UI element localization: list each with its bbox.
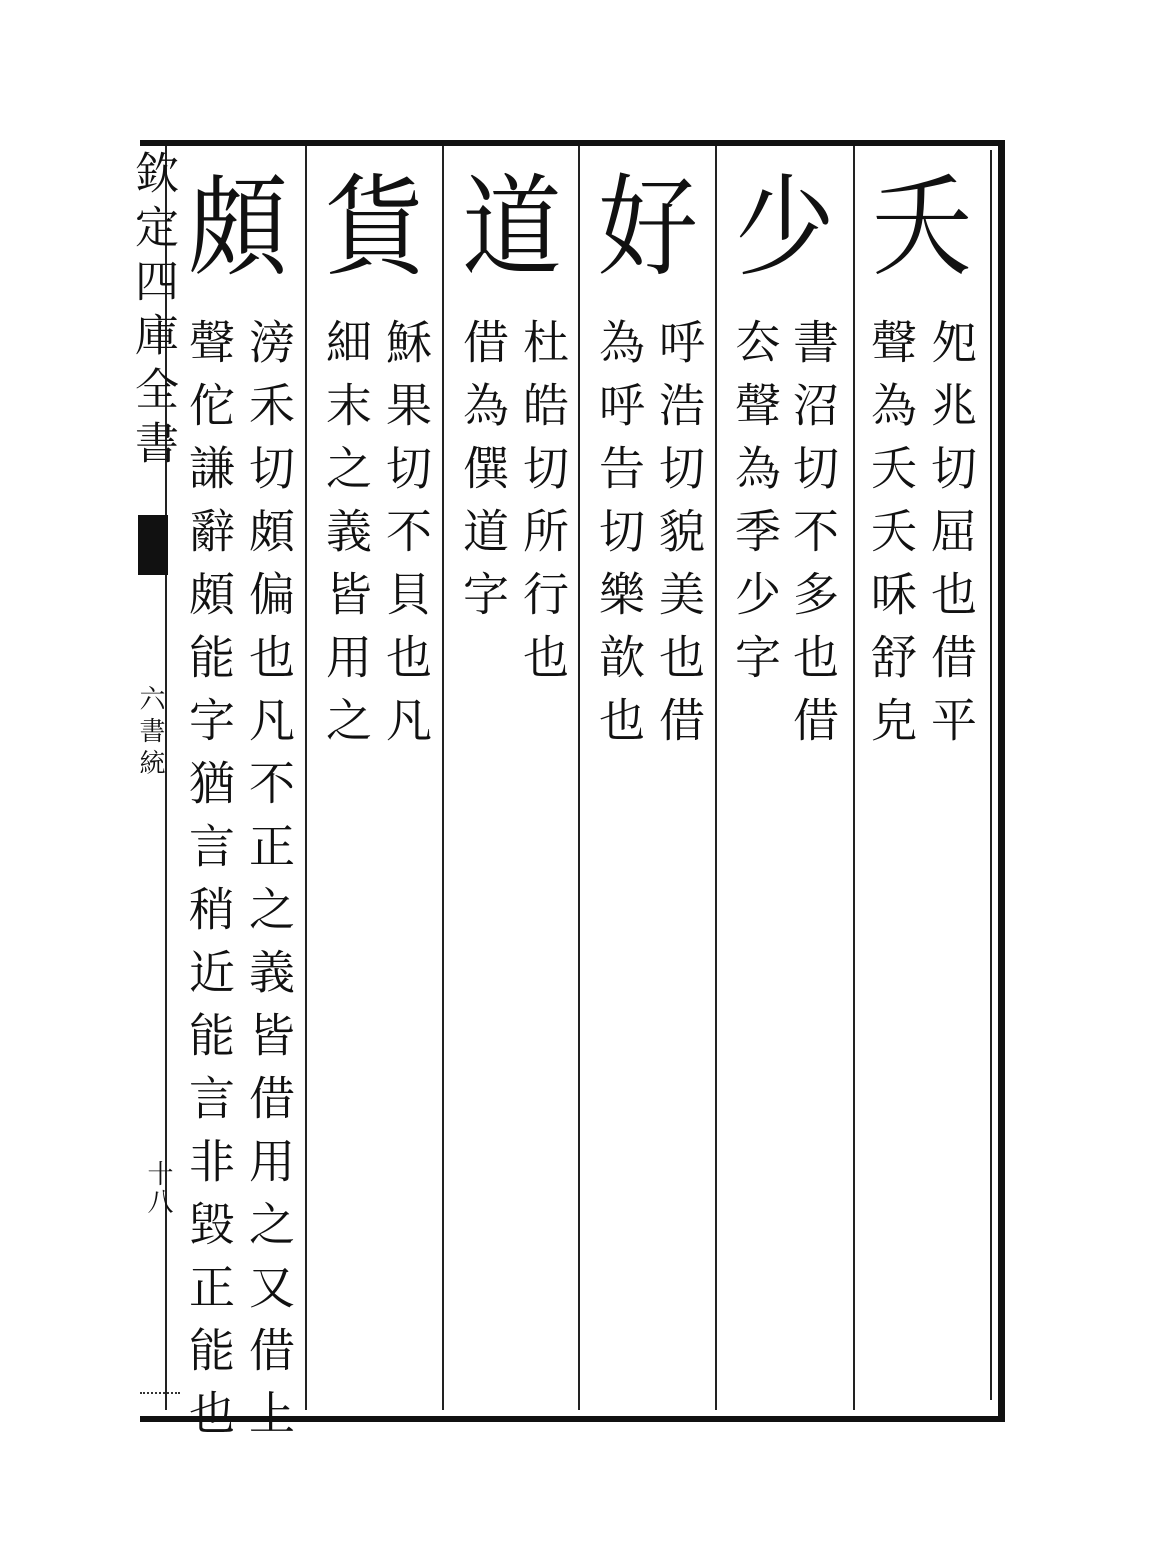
edge-marks <box>140 1392 180 1402</box>
book-title: 欽定四庫全書 <box>127 150 178 474</box>
seal-character: 好 <box>598 163 698 292</box>
page-number: 十八 <box>143 1160 173 1216</box>
entry-line: 滂禾切頗偏也凡不正之義皆借用之又借上 <box>242 318 296 1452</box>
entry-line: 聲佗謙辭頗能字猶言稍近能言非毀正能也 <box>182 318 236 1452</box>
column-rule <box>305 146 307 1410</box>
seal-character: 夭 <box>872 163 972 292</box>
entry-line: 穌果切不貝也凡 <box>379 318 433 759</box>
seal-character: 道 <box>462 163 562 292</box>
entry-line: 書沼切不多也借 <box>786 318 840 759</box>
fish-tail-mark <box>138 515 168 575</box>
entry-line: 杜皓切所行也 <box>516 318 570 696</box>
column-rule <box>442 146 444 1410</box>
column-rule <box>578 146 580 1410</box>
entry-line: 為呼告切樂歆也 <box>592 318 646 759</box>
section-title: 六書統 <box>135 685 165 781</box>
entry-line: 夗兆切屈也借平 <box>924 318 978 759</box>
entry-line: 聲為夭夭咊舒皃 <box>864 318 918 759</box>
entry-line: 細末之義皆用之 <box>319 318 373 759</box>
column-rule <box>853 146 855 1410</box>
entry-line: 借為僎道字 <box>456 318 510 633</box>
entry-line: 厺聲為季少字 <box>728 318 782 696</box>
seal-character: 貨 <box>325 163 425 292</box>
seal-character: 頗 <box>188 163 288 292</box>
frame-inner-rule <box>990 150 992 1400</box>
seal-character: 少 <box>735 163 835 292</box>
entry-line: 呼浩切貌美也借 <box>652 318 706 759</box>
column-rule <box>715 146 717 1410</box>
